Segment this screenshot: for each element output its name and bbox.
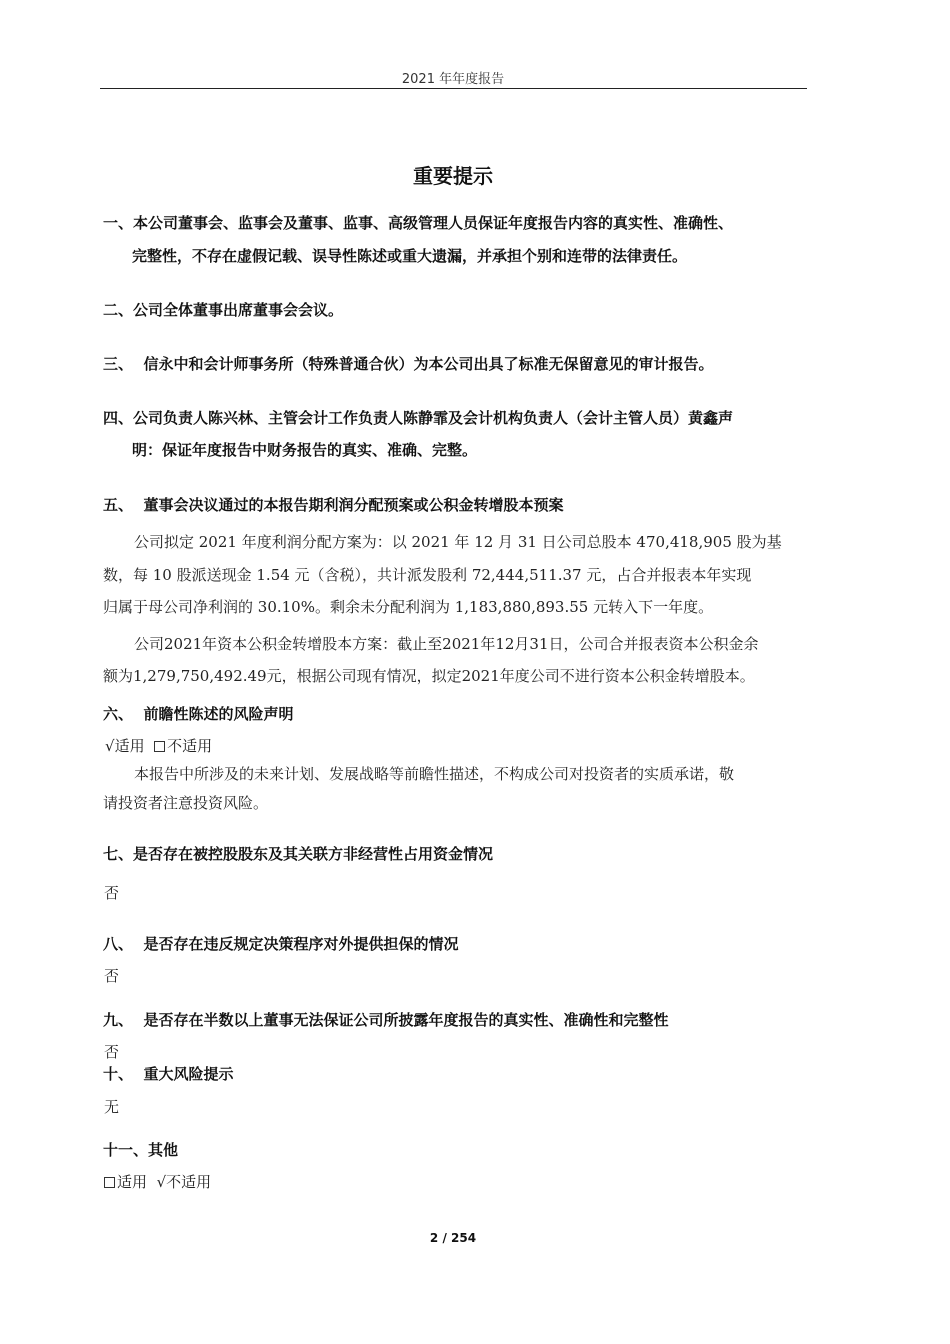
section-1-line-1: 一、本公司董事会、监事会及董事、监事、高级管理人员保证年度报告内容的真实性、准确性、 (103, 214, 734, 232)
section-5-paragraph-1-line-2: 数，每 10 股派送现金 1.54 元（含税），共计派发股利 72,444,511.37 元，占合并报表本年实现 (103, 566, 752, 584)
section-9-answer: 否 (104, 1043, 120, 1061)
section-5-paragraph-1-line-1: 公司拟定 2021 年度利润分配方案为：以 2021 年 12 月 31 日公司总股本 470,418,905 股为基 (134, 533, 782, 551)
section-8-answer: 否 (104, 967, 120, 985)
section-4-line-1: 四、公司负责人陈兴林、主管会计工作负责人陈静霏及会计机构负责人（会计主管人员）黄鑫声 (103, 409, 734, 427)
section-7-answer: 否 (104, 884, 120, 902)
page-title: 重要提示 (413, 164, 493, 188)
section-6-applicability (105, 735, 212, 756)
section-6-paragraph-line-2: 请投资者注意投资风险。 (103, 794, 269, 812)
section-8-heading: 八、 是否存在违反规定决策程序对外提供担保的情况 (103, 935, 459, 953)
empty-checkbox-icon (154, 741, 165, 752)
section-5-paragraph-2-line-2: 额为1,279,750,492.49元，根据公司现有情况，拟定2021年度公司不进行资本公积金转增股本。 (103, 667, 755, 685)
section-11-applicability (104, 1171, 211, 1192)
section-5-paragraph-1-line-3: 归属于母公司净利润的 30.10%。剩余未分配利润为 1,183,880,893.55 元转入下一年度。 (103, 598, 714, 616)
section-2-line-1: 二、公司全体董事出席董事会会议。 (103, 301, 344, 319)
applicable-label: 适用 (117, 1173, 148, 1191)
section-7-heading: 七、是否存在被控股股东及其关联方非经营性占用资金情况 (103, 845, 494, 863)
section-6-heading: 六、 前瞻性陈述的风险声明 (103, 705, 294, 723)
section-11-heading: 十一、其他 (103, 1141, 179, 1159)
not-applicable-label: 不适用 (166, 1173, 212, 1191)
section-5-heading: 五、 董事会决议通过的本报告期利润分配预案或公积金转增股本预案 (103, 496, 564, 514)
page-number: 2 / 254 (429, 1231, 477, 1245)
section-6-paragraph-line-1: 本报告中所涉及的未来计划、发展战略等前瞻性描述，不构成公司对投资者的实质承诺，敬 (134, 765, 735, 783)
check-mark-icon: √ (105, 737, 115, 755)
section-9-heading: 九、 是否存在半数以上董事无法保证公司所披露年度报告的真实性、准确性和完整性 (103, 1011, 669, 1029)
section-3-line-1: 三、 信永中和会计师事务所（特殊普通合伙）为本公司出具了标准无保留意见的审计报告。 (103, 355, 714, 373)
section-1-line-2: 完整性，不存在虚假记载、误导性陈述或重大遗漏，并承担个别和连带的法律责任。 (132, 247, 688, 265)
check-mark-icon: √ (156, 1173, 167, 1191)
section-10-answer: 无 (104, 1098, 120, 1116)
section-10-heading: 十、 重大风险提示 (103, 1065, 234, 1083)
section-4-line-2: 明：保证年度报告中财务报告的真实、准确、完整。 (132, 441, 478, 459)
not-applicable-label: 不适用 (167, 737, 213, 755)
header-divider (100, 88, 807, 89)
running-header: 2021 年年度报告 (401, 72, 505, 87)
empty-checkbox-icon (104, 1177, 115, 1188)
section-5-paragraph-2-line-1: 公司2021年资本公积金转增股本方案：截止至2021年12月31日，公司合并报表资本公积金余 (134, 635, 759, 653)
applicable-label: 适用 (114, 737, 145, 755)
